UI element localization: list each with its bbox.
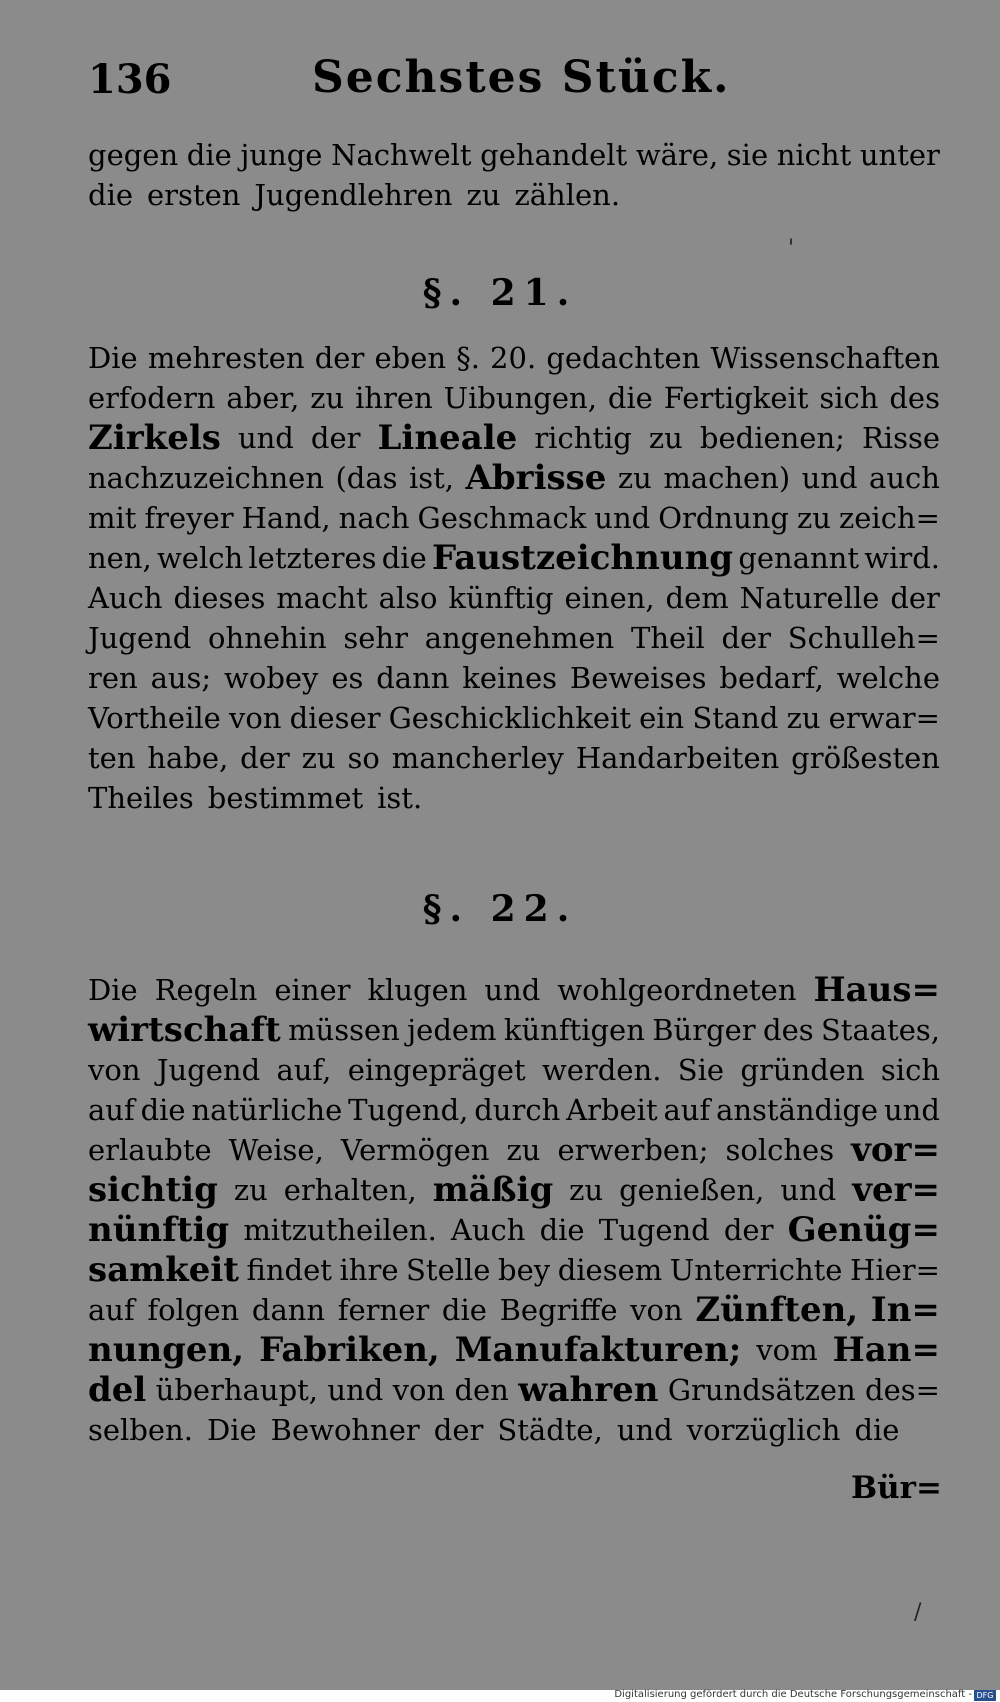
emphasized-word: samkeit: [88, 1250, 239, 1290]
word: und: [883, 1093, 940, 1127]
word: sehr: [343, 621, 408, 655]
word: einer: [274, 973, 351, 1007]
word: die: [381, 541, 427, 575]
emphasized-word: Zünften,: [695, 1290, 859, 1330]
text-line: [88, 970, 940, 1010]
word: angenehmen: [424, 621, 615, 655]
word: ersten: [147, 178, 241, 212]
word: 20.: [490, 341, 537, 375]
word: Regeln: [154, 973, 258, 1007]
emphasized-word: vor=: [851, 1130, 940, 1170]
word: Auch: [88, 581, 163, 615]
word: aus;: [150, 661, 212, 695]
word: die: [539, 1213, 585, 1247]
page-header: [88, 48, 918, 108]
word: bey: [498, 1253, 551, 1287]
word: nen,: [88, 541, 152, 575]
word: ten: [88, 741, 136, 775]
word: müssen: [288, 1013, 400, 1047]
word: zu: [466, 178, 501, 212]
word: und: [780, 1173, 837, 1207]
word: vorzüglich: [686, 1413, 841, 1447]
word: Risse: [861, 421, 940, 455]
word: wohlgeordneten: [557, 973, 797, 1007]
word: welch: [156, 541, 244, 575]
word: auf,: [276, 1053, 332, 1087]
word: Stelle: [406, 1253, 491, 1287]
emphasized-word: wahren: [518, 1370, 659, 1410]
word: unter: [859, 138, 940, 172]
section-21-heading: §. 21.: [422, 272, 578, 314]
word: die: [140, 1093, 186, 1127]
word: zeich=: [838, 501, 940, 535]
word: zu: [617, 461, 652, 495]
word: dieser: [289, 701, 381, 735]
word: Bürger: [652, 1013, 756, 1047]
word: und: [327, 1373, 384, 1407]
word: natürliche: [191, 1093, 343, 1127]
carryover-paragraph: [88, 135, 940, 215]
word: Städte,: [497, 1413, 603, 1447]
word: mancherley: [391, 741, 564, 775]
word: wobey: [224, 661, 319, 695]
text-line: [88, 538, 940, 578]
word: zu: [301, 741, 336, 775]
word: Grundsätzen: [667, 1373, 856, 1407]
word: ein: [639, 701, 685, 735]
word: zu: [233, 1173, 268, 1207]
word: mehresten: [147, 341, 305, 375]
word: Stand: [692, 701, 779, 735]
word: der: [723, 1213, 774, 1247]
word: sich: [880, 1053, 940, 1087]
word: gedachten: [546, 341, 701, 375]
word: Unterrichte: [669, 1253, 843, 1287]
word: künftigen: [503, 1013, 645, 1047]
word: die: [186, 138, 232, 172]
word: eben: [374, 341, 447, 375]
word: und: [594, 501, 651, 535]
text-line: [88, 338, 940, 378]
word: anständige: [716, 1093, 879, 1127]
word: und: [616, 1413, 673, 1447]
section-22-heading: §. 22.: [422, 888, 578, 930]
text-line: [88, 1330, 940, 1370]
word: erwar=: [828, 701, 940, 735]
emphasized-word: nünftig: [88, 1210, 230, 1250]
word: des: [763, 1013, 814, 1047]
emphasized-word: Lineale: [377, 418, 518, 458]
emphasized-word: nungen,: [88, 1330, 245, 1370]
word: gründen: [740, 1053, 865, 1087]
text-line: [88, 698, 940, 738]
text-line: [88, 1250, 940, 1290]
word: die: [88, 178, 134, 212]
word: einen,: [564, 581, 655, 615]
word: von: [228, 701, 282, 735]
text-line: [88, 1010, 940, 1050]
text-line: [88, 135, 940, 175]
emphasized-word: Fabriken,: [259, 1330, 440, 1370]
text-line: [88, 778, 940, 818]
word: Wissenschaften: [710, 341, 940, 375]
word: zählen.: [514, 178, 621, 212]
word: die: [854, 1413, 900, 1447]
word: folgen: [147, 1293, 240, 1327]
word: bedienen;: [699, 421, 845, 455]
word: Vermögen: [340, 1133, 490, 1167]
word: habe,: [147, 741, 229, 775]
word: die: [441, 1293, 487, 1327]
word: diesem: [557, 1253, 663, 1287]
text-line: [88, 418, 940, 458]
text-line: [88, 578, 940, 618]
emphasized-word: sichtig: [88, 1170, 218, 1210]
ink-speck: ': [788, 236, 795, 261]
word: Hand,: [241, 501, 331, 535]
word: dann: [251, 1293, 326, 1327]
word: Tugend: [598, 1213, 710, 1247]
word: findet: [246, 1253, 332, 1287]
word: solches: [725, 1133, 835, 1167]
word: Handarbeiten: [575, 741, 780, 775]
word: bedarf,: [719, 661, 824, 695]
word: der: [240, 741, 290, 775]
word: wird.: [864, 541, 940, 575]
word: zu: [569, 1173, 604, 1207]
word: sich: [819, 381, 879, 415]
word: werden.: [541, 1053, 662, 1087]
word: mitzutheilen.: [243, 1213, 437, 1247]
word: eingepräget: [347, 1053, 526, 1087]
word: ist.: [377, 781, 423, 815]
word: überhaupt,: [155, 1373, 319, 1407]
word: es: [331, 661, 364, 695]
emphasized-word: Han=: [832, 1330, 940, 1370]
word: also: [378, 581, 438, 615]
word: junge: [240, 138, 323, 172]
word: die: [607, 381, 653, 415]
word: ohnehin: [208, 621, 327, 655]
word: Weise,: [228, 1133, 324, 1167]
word: freyer: [144, 501, 234, 535]
word: gehandelt: [480, 138, 628, 172]
emphasized-word: Genüg=: [787, 1210, 940, 1250]
text-line: [88, 1210, 940, 1250]
word: nach: [338, 501, 410, 535]
word: Die: [88, 973, 138, 1007]
word: durch: [474, 1093, 561, 1127]
word: Jugend: [88, 621, 192, 655]
emphasized-word: Abrisse: [465, 458, 607, 498]
word: Fertigkeit: [663, 381, 809, 415]
word: Geschicklichkeit: [388, 701, 631, 735]
text-line: [88, 1410, 940, 1450]
word: welche: [836, 661, 940, 695]
word: der: [721, 621, 772, 655]
word: so: [347, 741, 380, 775]
word: mit: [88, 501, 137, 535]
text-line: [88, 658, 940, 698]
catchword: Bür=: [850, 1470, 942, 1506]
word: wäre,: [635, 138, 719, 172]
word: zu: [797, 501, 831, 535]
text-line: [88, 1050, 940, 1090]
word: der: [310, 421, 361, 455]
emphasized-word: wirtschaft: [88, 1010, 281, 1050]
emphasized-word: mäßig: [432, 1170, 554, 1210]
word: zu: [310, 381, 345, 415]
word: der: [890, 581, 940, 615]
word: Jugendlehren: [254, 178, 453, 212]
word: dieses: [173, 581, 266, 615]
word: genießen,: [619, 1173, 765, 1207]
word: ihre: [339, 1253, 399, 1287]
word: Bewohner: [270, 1413, 420, 1447]
word: Ordnung: [658, 501, 790, 535]
word: vom: [756, 1333, 818, 1367]
word: selben.: [88, 1413, 193, 1447]
text-line: [88, 1170, 940, 1210]
word: des=: [865, 1373, 940, 1407]
word: von: [630, 1293, 683, 1327]
emphasized-word: Faustzeichnung: [431, 538, 734, 578]
word: zu: [786, 701, 821, 735]
word: Arbeit: [566, 1093, 658, 1127]
text-line: [88, 1130, 940, 1170]
emphasized-word: In=: [870, 1290, 940, 1330]
word: ist,: [409, 461, 455, 495]
word: ferner: [337, 1293, 430, 1327]
word: Nachwelt: [331, 138, 472, 172]
word: Hier=: [850, 1253, 940, 1287]
running-head: Sechstes Stück.: [312, 52, 731, 103]
word: von: [88, 1053, 141, 1087]
word: und: [801, 461, 858, 495]
word: von: [392, 1373, 446, 1407]
word: auf: [88, 1293, 135, 1327]
word: Tugend,: [348, 1093, 469, 1127]
word: auch: [869, 461, 940, 495]
word: Auch: [450, 1213, 526, 1247]
page-number: 136: [88, 56, 172, 103]
word: dann: [376, 661, 450, 695]
word: auf: [663, 1093, 711, 1127]
emphasized-word: Zirkels: [88, 418, 221, 458]
word: ihren: [355, 381, 433, 415]
word: macht: [276, 581, 368, 615]
word: auf: [88, 1093, 135, 1127]
word: Geschmack: [417, 501, 587, 535]
word: nachzuzeichnen: [88, 461, 324, 495]
word: richtig: [534, 421, 632, 455]
word: größesten: [791, 741, 940, 775]
word: erwerben;: [557, 1133, 709, 1167]
dfg-logo: DFG: [974, 1690, 996, 1701]
word: ren: [88, 661, 138, 695]
word: den: [454, 1373, 509, 1407]
word: Beweises: [569, 661, 707, 695]
text-line: [88, 498, 940, 538]
word: und: [484, 973, 541, 1007]
word: §.: [456, 341, 480, 375]
word: Die: [206, 1413, 257, 1447]
word: zu: [648, 421, 683, 455]
text-line: [88, 378, 940, 418]
word: erfodern: [88, 381, 216, 415]
text-line: [88, 1090, 940, 1130]
word: jedem: [407, 1013, 497, 1047]
text-line: [88, 618, 940, 658]
word: genannt: [738, 541, 860, 575]
word: gegen: [88, 138, 179, 172]
emphasized-word: Haus=: [813, 970, 940, 1010]
word: bestimmet: [207, 781, 364, 815]
word: zu: [506, 1133, 541, 1167]
section-22-paragraph: [88, 970, 940, 1450]
word: Schulleh=: [787, 621, 940, 655]
text-line: [88, 175, 940, 215]
text-line: [88, 458, 940, 498]
word: Begriffe: [499, 1293, 618, 1327]
word: Jugend: [156, 1053, 261, 1087]
text-line: [88, 738, 940, 778]
ink-speck: /: [914, 1600, 922, 1625]
word: machen): [663, 461, 791, 495]
word: Die: [88, 341, 138, 375]
word: dem: [665, 581, 729, 615]
word: Theil: [630, 621, 705, 655]
word: und: [237, 421, 294, 455]
text-line: [88, 1290, 940, 1330]
word: des: [889, 381, 940, 415]
digitization-credit: Digitalisierung gefördert durch die Deutsche Forschungsgemeinschaft -: [614, 1689, 972, 1700]
section-21-paragraph: [88, 338, 940, 818]
word: künftig: [448, 581, 554, 615]
word: letzteres: [248, 541, 377, 575]
emphasized-word: del: [88, 1370, 147, 1410]
emphasized-word: Manufakturen;: [454, 1330, 742, 1370]
word: sie: [726, 138, 769, 172]
word: Sie: [677, 1053, 725, 1087]
word: Uibungen,: [443, 381, 597, 415]
word: Staates,: [820, 1013, 940, 1047]
word: nicht: [776, 138, 852, 172]
word: klugen: [367, 973, 468, 1007]
word: (das: [335, 461, 398, 495]
word: Vortheile: [88, 701, 221, 735]
word: der: [314, 341, 365, 375]
word: keines: [462, 661, 558, 695]
text-line: [88, 1370, 940, 1410]
word: erlaubte: [88, 1133, 212, 1167]
word: Naturelle: [739, 581, 880, 615]
word: der: [433, 1413, 484, 1447]
emphasized-word: ver=: [852, 1170, 940, 1210]
word: erhalten,: [283, 1173, 417, 1207]
word: aber,: [226, 381, 300, 415]
word: Theiles: [88, 781, 194, 815]
